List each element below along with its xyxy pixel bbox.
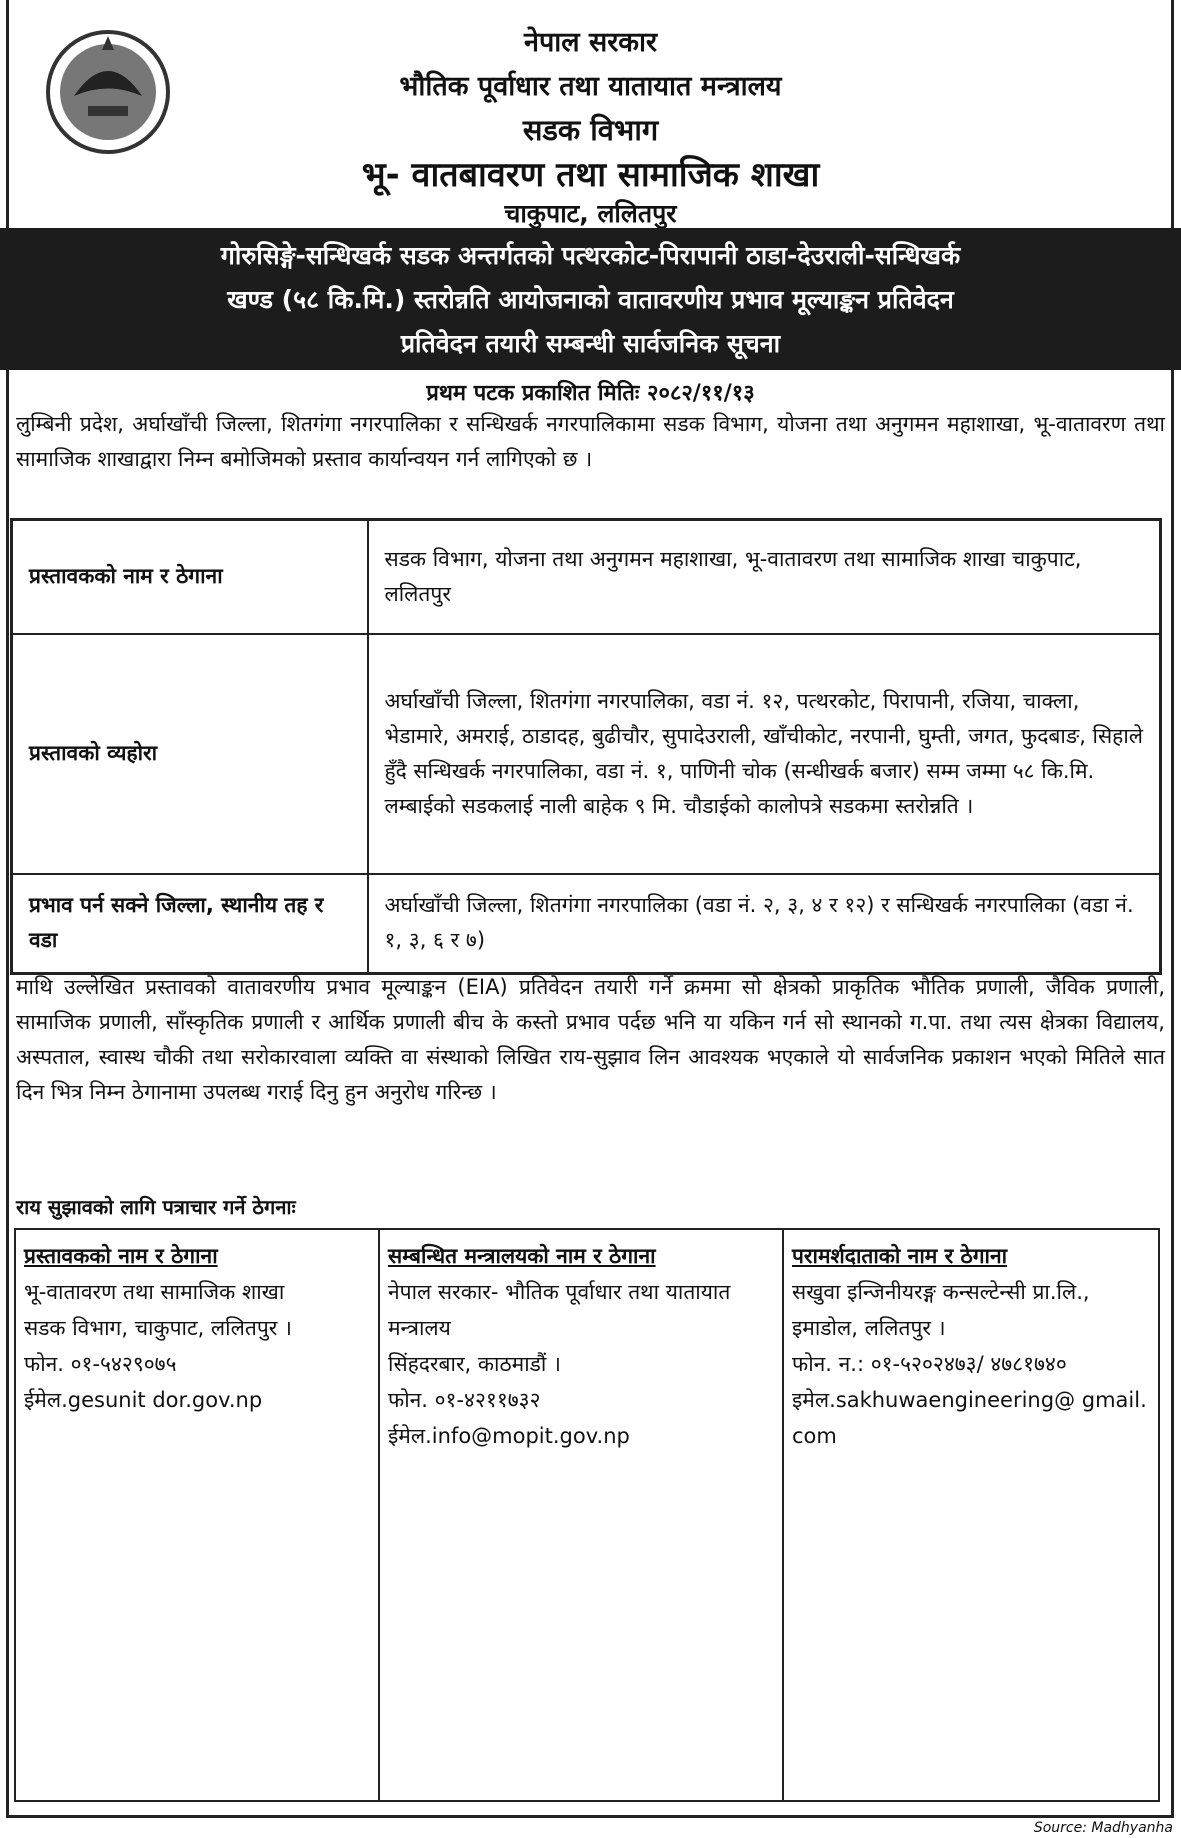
ministry-name: भौतिक पूर्वाधार तथा यातायात मन्त्रालय <box>399 71 782 102</box>
contact-phone: फोन. न.: ०१-५२०२४७३/ ४७८१७४० <box>792 1352 1067 1376</box>
proposal-details-table <box>10 518 1162 975</box>
contact-email[interactable]: ईमेल.info@mopit.gov.np <box>388 1424 630 1448</box>
intro-paragraph: लुम्बिनी प्रदेश, अर्घाखाँची जिल्ला, शितगंगा नगरपालिका र सन्धिखर्क नगरपालिकामा सडक विभाग, योजना तथा अनुगमन महाशाखा, भू-वातावरण तथा सामाजिक शाखाद्वारा निम्न बमोजिमको प्रस्ताव कार्यान्वयन गर्न लागिएको छ । <box>16 412 1165 471</box>
contact-email[interactable]: इमेल.sakhuwaengineering@ gmail.com <box>792 1388 1147 1448</box>
contact-phone: फोन. ०१-४२११७३२ <box>388 1388 541 1412</box>
title-line-2: खण्ड (५८ कि.मि.) स्तरोन्नति आयोजनाको वातावरणीय प्रभाव मूल्याङ्कन प्रतिवेदन <box>227 285 954 314</box>
table-row <box>12 874 1161 974</box>
table-row <box>12 520 1161 634</box>
row-value: अर्घाखाँची जिल्ला, शितगंगा नगरपालिका, वडा नं. १२, पत्थरकोट, पिरापानी, रजिया, चाक्ला, भेडामारे, अमराई, ठाडादह, बुढीचौर, सुपादेउराली, खाँचीकोट, नरपानी, घुम्ती, जगत, फुदबाङ, सिहाले हुँदै सन्धिखर्क नगरपालिका, वडा नं. १, पाणिनी चोक (सन्धीखर्क बजार) सम्म जम्मा ५८ कि.मि. लम्बाईको सडकलाई नाली बाहेक ९ मि. चौडाईको कालोपत्रे सडकमा स्तरोन्नति । <box>368 634 1161 874</box>
contact-consultant <box>783 1229 1159 1801</box>
title-line-1: गोरुसिङ्गे-सन्धिखर्क सडक अन्तर्गतको पत्थरकोट-पिरापानी ठाडा-देउराली-सन्धिखर्क <box>220 241 961 270</box>
title-line-3: प्रतिवेदन तयारी सम्बन्धी सार्वजनिक सूचना <box>400 329 781 358</box>
contact-line: नेपाल सरकार- भौतिक पूर्वाधार तथा यातायात मन्त्रालय <box>388 1280 731 1340</box>
govt-name: नेपाल सरकार <box>523 27 658 58</box>
row-value: अर्घाखाँची जिल्ला, शितगंगा नगरपालिका (वडा नं. २, ३, ४ र १२) र सन्धिखर्क नगरपालिका (वडा नं. १, ३, ६ र ७) <box>368 874 1161 974</box>
title-band <box>0 228 1181 370</box>
table-row <box>12 634 1161 874</box>
body-paragraph: माथि उल्लेखित प्रस्तावको वातावरणीय प्रभाव मूल्याङ्कन (EIA) प्रतिवेदन तयारी गर्ने क्रममा सो क्षेत्रको प्राकृतिक भौतिक प्रणाली, जैविक प्रणाली, सामाजिक प्रणाली, साँस्कृतिक प्रणाली र आर्थिक प्रणाली बीच के कस्तो प्रभाव पर्दछ भनि या यकिन गर्न सो स्थानको ग.पा. तथा त्यस क्षेत्रका विद्यालय, अस्पताल, स्वास्थ चौकी तथा सरोकारवाला व्यक्ति वा संस्थाको लिखित राय-सुझाव लिन आवश्यक भएकाले यो सार्वजनिक प्रकाशन भएको मितिले सात दिन भित्र निम्न ठेगानामा उपलब्ध गराई दिनु हुन अनुरोध गरिन्छ । <box>16 975 1165 1104</box>
contact-heading: प्रस्तावकको नाम र ठेगाना <box>24 1244 218 1268</box>
contact-ministry <box>379 1229 783 1801</box>
row-label: प्रभाव पर्न सक्ने जिल्ला, स्थानीय तह र वडा <box>12 874 368 974</box>
contact-line: सखुवा इन्जिनीयरङ्ग कन्सल्टेन्सी प्रा.लि., इमाडोल, ललितपुर । <box>792 1280 1090 1340</box>
row-value: सडक विभाग, योजना तथा अनुगमन महाशाखा, भू-वातावरण तथा सामाजिक शाखा चाकुपाट, ललितपुर <box>368 520 1161 634</box>
contact-line: सडक विभाग, चाकुपाट, ललितपुर । <box>24 1316 292 1340</box>
contact-phone: फोन. ०१-५४२९०७५ <box>24 1352 177 1376</box>
contact-email[interactable]: ईमेल.gesunit dor.gov.np <box>24 1388 263 1412</box>
source-credit: Source: Madhyanha <box>1033 1820 1173 1836</box>
contact-heading: सम्बन्धित मन्त्रालयको नाम र ठेगाना <box>388 1244 656 1268</box>
contact-heading: परामर्शदाताको नाम र ठेगाना <box>792 1244 1008 1268</box>
department-name: सडक विभाग <box>522 113 659 147</box>
contact-line: भू-वातावरण तथा सामाजिक शाखा <box>24 1280 285 1304</box>
row-label: प्रस्तावको व्यहोरा <box>12 634 368 874</box>
contact-proponent <box>15 1229 379 1801</box>
header <box>0 0 1181 228</box>
branch-name: भू- वातबावरण तथा सामाजिक शाखा <box>361 155 820 195</box>
contact-label: राय सुझावको लागि पत्राचार गर्ने ठेगनाः <box>16 1195 296 1219</box>
publish-date: प्रथम पटक प्रकाशित मितिः २०८२/११/१३ <box>426 381 755 406</box>
address: चाकुपाट, ललितपुर <box>504 199 677 228</box>
contacts-table <box>14 1228 1160 1802</box>
row-label: प्रस्तावकको नाम र ठेगाना <box>12 520 368 634</box>
contact-line: सिंहदरबार, काठमाडौं । <box>388 1352 561 1376</box>
